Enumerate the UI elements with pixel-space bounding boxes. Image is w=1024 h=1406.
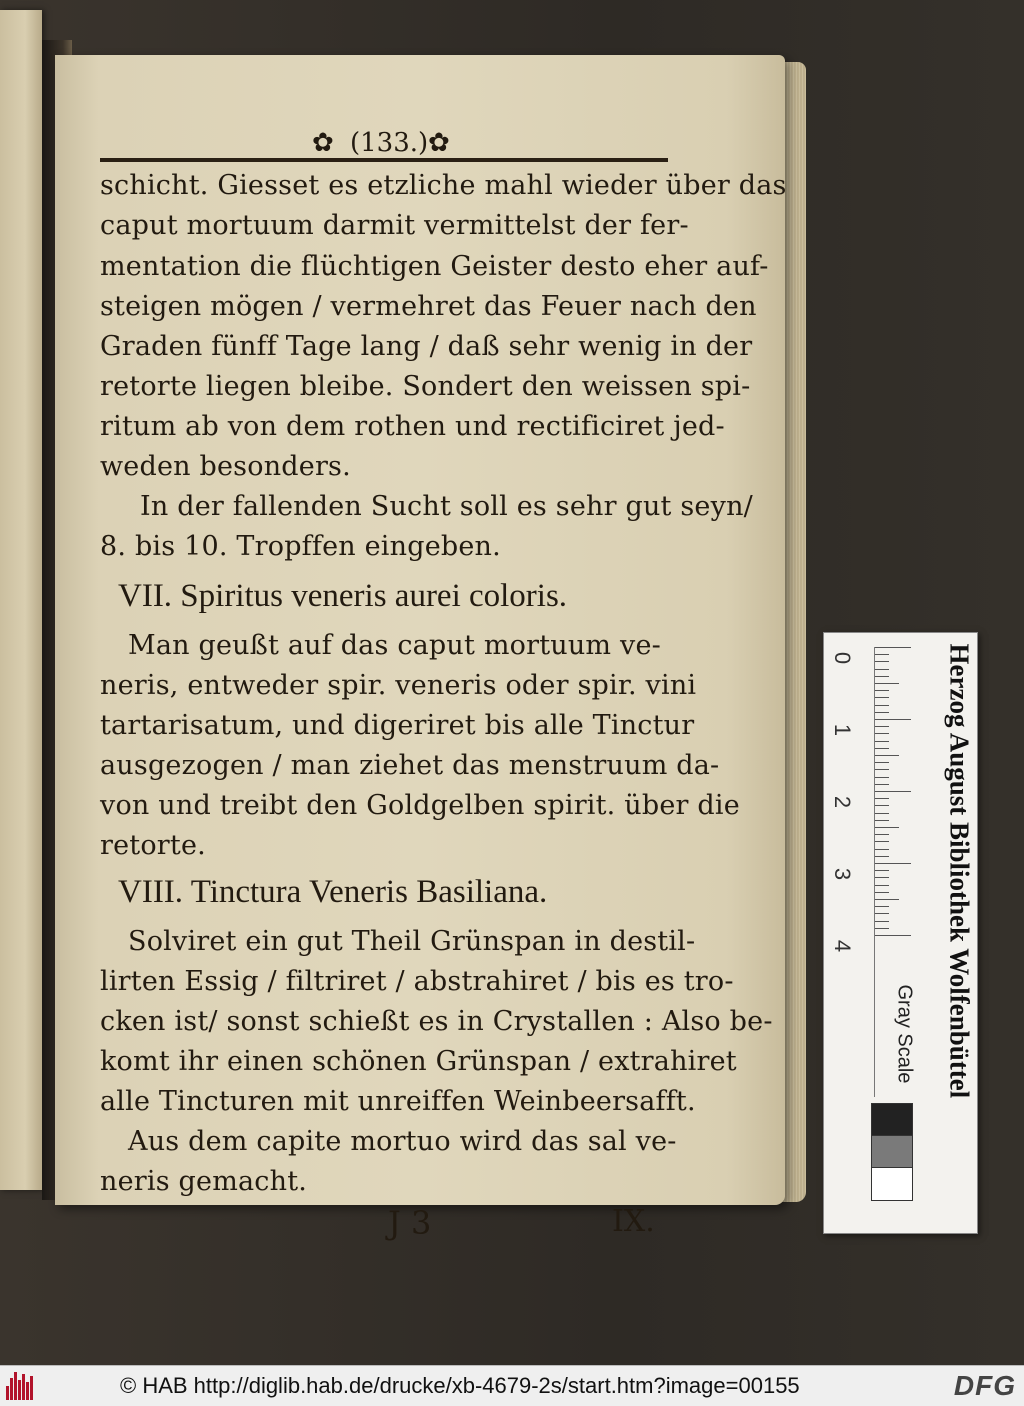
section-heading-vii: VII. Spiritus veneris aurei coloris. <box>118 578 568 614</box>
text-line: Man geußt auf das caput mortuum ve- <box>128 630 661 661</box>
hab-logo-icon <box>6 1372 36 1400</box>
header-rule <box>100 158 668 162</box>
text-line: alle Tincturen mit unreiffen Weinbeersafft. <box>100 1086 696 1117</box>
ruler-number: 2 <box>830 795 856 809</box>
text-line: tartarisatum, und digeriret bis alle Tinctur <box>100 710 695 741</box>
text-line: ausgezogen / man ziehet das menstruum da- <box>100 750 720 781</box>
section-heading-viii: VIII. Tinctura Veneris Basiliana. <box>118 874 548 910</box>
text-line: steigen mögen / vermehret das Feuer nach den <box>100 291 757 322</box>
ruler-title: Herzog August Bibliothek Wolfenbüttel <box>944 643 975 1099</box>
gray-scale-label: Gray Scale <box>893 984 916 1084</box>
text-line: cken ist/ sonst schießt es in Crystallen : Also be- <box>100 1006 773 1037</box>
previous-page-edge <box>0 10 42 1190</box>
ruler-number: 4 <box>830 939 856 953</box>
footer-bar <box>0 1365 1024 1406</box>
ruler-number: 3 <box>830 867 856 881</box>
ruler-number: 0 <box>830 651 856 665</box>
text-line: von und treibt den Goldgelben spirit. über die <box>100 790 740 821</box>
footer-url-text[interactable]: © HAB http://diglib.hab.de/drucke/xb-4679-2s/start.htm?image=00155 <box>120 1373 800 1398</box>
page-number: (133.) <box>350 128 429 158</box>
header-ornament-left-icon: ✿ <box>312 128 334 158</box>
ruler-title-wrap <box>939 633 975 1233</box>
text-line: schicht. Giesset es etzliche mahl wieder über das <box>100 170 787 201</box>
text-line: retorte. <box>100 830 206 861</box>
text-line: neris, entweder spir. veneris oder spir. vini <box>100 670 697 701</box>
text-line: Solviret ein gut Theil Grünspan in destil- <box>128 926 696 957</box>
text-line: 8. bis 10. Tropffen eingeben. <box>100 531 501 562</box>
gray-patch-black <box>871 1103 913 1137</box>
gray-patch-white <box>871 1167 913 1201</box>
text-line: weden besonders. <box>100 451 351 482</box>
text-line: caput mortuum darmit vermittelst der fer- <box>100 210 689 241</box>
dfg-logo: DFG <box>953 1370 1016 1401</box>
text-line: retorte liegen bleibe. Sondert den weissen spi- <box>100 371 751 402</box>
text-line: In der fallenden Sucht soll es sehr gut seyn/ <box>140 491 753 522</box>
text-line: neris gemacht. <box>100 1166 308 1197</box>
catchword: IX. <box>612 1204 655 1239</box>
text-line: Aus dem capite mortuo wird das sal ve- <box>128 1126 677 1157</box>
scale-ruler <box>823 632 978 1234</box>
header-ornament-right-icon: ✿ <box>428 128 450 158</box>
ruler-number: 1 <box>830 723 856 737</box>
text-line: Graden fünff Tage lang / daß sehr wenig in der <box>100 331 753 362</box>
text-line: mentation die flüchtigen Geister desto eher auf- <box>100 251 769 282</box>
signature-mark: J 3 <box>388 1204 432 1242</box>
text-line: lirten Essig / filtriret / abstrahiret / bis es tro- <box>100 966 734 997</box>
text-line: ritum ab von dem rothen und rectificiret jed- <box>100 411 725 442</box>
text-line: komt ihr einen schönen Grünspan / extrahiret <box>100 1046 737 1077</box>
gray-patch-gray <box>871 1135 913 1169</box>
